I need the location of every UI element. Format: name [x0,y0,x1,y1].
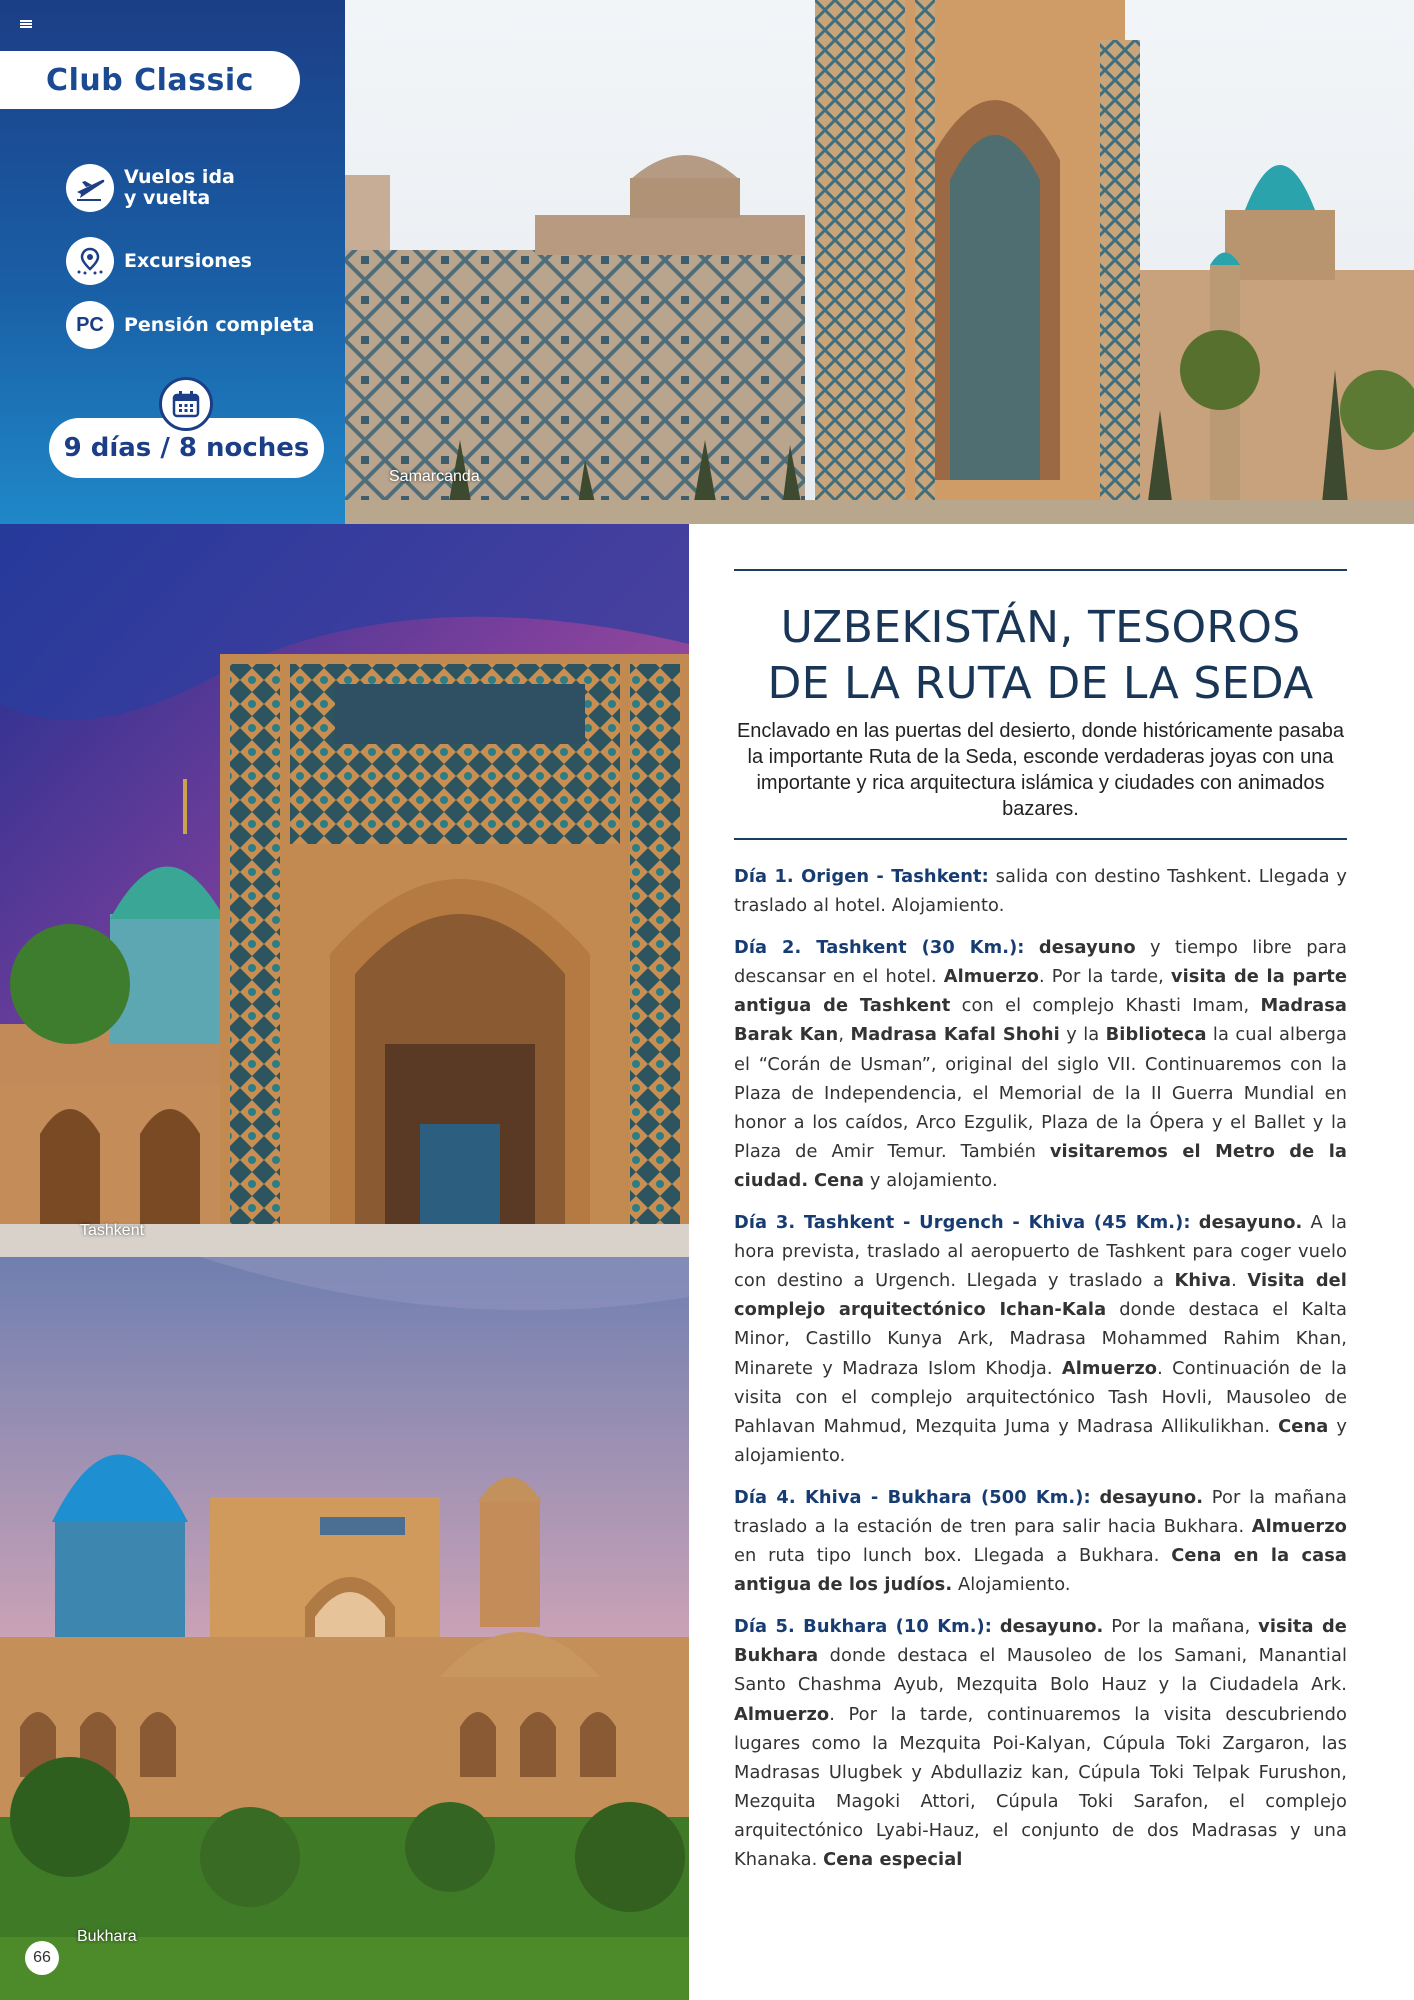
day-text: y alojamiento. [734,1415,1347,1466]
day-highlight: Cena especial [823,1849,963,1870]
day-highlight: visita de Bukhara [734,1616,1347,1667]
menu-icon[interactable] [20,20,32,28]
day-heading: Día 3. Tashkent - Urgench - Khiva (45 Km.): [734,1212,1191,1234]
photo-tashkent [0,524,689,1257]
day-text [1025,937,1039,958]
day-heading: Día 5. Bukhara (10 Km.): [734,1616,992,1638]
day-text: . Por la tarde, continuaremos la visita descubriendo lugares como la Mezquita Poi-Kalyan, Cúpula Toki Zargaron, las Madrasas Ulugbek y Abdullaziz kan, Cúpula Toki Telpak Furushon, Mezquita Magoki Attori, Cúpula Toki Sarafon, el complejo arquitectónico Lyabi-Hauz, el conjunto de dos Madrasas y una Khanaka. [734,1703,1347,1870]
photo-caption: Bukhara [77,1928,137,1945]
intro-paragraph: Enclavado en las puertas del desierto, donde históricamente pasaba la importante Ruta de la Seda, esconde verdaderas joyas con una importante y rica arquitectura islámica y ciudades con animados bazares. [736,720,1345,820]
offer-badge-panel [0,0,345,524]
day-text: donde destaca el Mausoleo de los Samani, Manantial Santo Chashma Ayub, Mezquita Bolo Hauz y la Ciudadela Ark. [734,1645,1347,1696]
club-classic-badge [0,51,300,109]
top-rule [734,569,1347,571]
brand-label: Club Classic [46,62,254,98]
day-text: en ruta tipo lunch box. Llegada a Bukhara. [734,1545,1172,1567]
feature-label: Excursiones [124,249,252,272]
itinerary-day [734,1612,1347,1874]
day-text: , [838,1024,851,1046]
title-line: UZBEKISTÁN, TESOROS [780,602,1301,653]
day-text: salida con destino Tashkent. Llegada y traslado al hotel. Alojamiento. [734,866,1347,917]
day-highlight: Almuerzo [943,966,1039,988]
day-highlight: Madrasa Kafal Shohi [850,1024,1060,1046]
page-title [734,600,1347,712]
day-highlight: Almuerzo [1061,1357,1158,1379]
day-highlight: Khiva [1174,1270,1232,1292]
airplane-icon [66,164,114,212]
photo-samarcanda [345,0,1414,524]
day-highlight: Madrasa Barak Kan [734,995,1347,1046]
day-highlight: desayuno. [1198,1212,1303,1234]
itinerary-day [734,862,1347,920]
day-heading: Día 4. Khiva - Bukhara (500 Km.): [734,1486,1091,1508]
feature-full-board [66,301,314,349]
intro-rule [734,838,1347,840]
day-text: y tiempo libre para descansar en el hotel. [734,937,1347,988]
day-highlight: Cena [1278,1415,1329,1437]
day-highlight: Cena en la casa antigua de los judíos. [734,1545,1347,1596]
pc-icon: PC [66,301,114,349]
feature-label: Vuelos ida y vuelta [124,166,235,209]
feature-excursions [66,237,252,285]
day-highlight: Almuerzo [734,1703,830,1725]
itinerary-day [734,1208,1347,1470]
photo-caption: Samarcanda [389,468,480,485]
day-text [992,1616,1000,1637]
day-text [1191,1212,1199,1233]
itinerary-day [734,1483,1347,1599]
location-pin-icon [66,237,114,285]
day-text: . [1231,1270,1248,1292]
day-highlight: Cena [813,1169,865,1191]
photo-caption: Tashkent [80,1222,145,1239]
day-highlight: desayuno. [1099,1486,1204,1508]
day-highlight: desayuno. [999,1616,1104,1638]
photo-bukhara [0,1257,689,2000]
itinerary [734,862,1347,1887]
feature-label: Pensión completa [124,313,315,336]
feature-flights [66,164,235,212]
page-number: 66 [25,1941,59,1975]
day-highlight: Visita del complejo arquitectónico Ichan-Kala [734,1270,1348,1321]
day-highlight: Almuerzo [1251,1515,1347,1537]
day-text: A la hora prevista, traslado al aeropuerto de Tashkent para coger vuelo con destino a Urgench. Llegada y traslado a [734,1212,1347,1292]
itinerary-day [734,933,1347,1195]
duration-label: 9 días / 8 noches [63,433,310,463]
day-text: y la [1059,1024,1106,1046]
day-text: Por la mañana, [1103,1616,1259,1638]
calendar-icon [159,377,213,431]
day-text: donde destaca el Kalta Minor, Castillo Kunya Ark, Madrasa Mohammed Rahim Khan, Minarete y Madraza Islom Khodja. [734,1299,1347,1379]
day-text: y alojamiento. [864,1169,998,1191]
day-highlight: visita de la parte antigua de Tashkent [734,966,1347,1017]
day-text: Alojamiento. [952,1574,1071,1596]
day-highlight: Biblioteca [1105,1024,1207,1046]
day-text: la cual alberga el “Corán de Usman”, original del siglo VII. Continuaremos con la Plaza de Independencia, el Memorial de la II Guerra Mundial en honor a los caídos, Arco Ezgulik, Plaza de la Ópera y el Ballet y la Plaza de Amir Temur. También [734,1024,1347,1162]
day-heading: Día 1. Origen - Tashkent: [734,866,989,887]
title-line: DE LA RUTA DE LA SEDA [767,658,1314,709]
day-highlight: desayuno [1038,937,1136,959]
day-heading: Día 2. Tashkent (30 Km.): [734,937,1025,959]
day-highlight: visitaremos el Metro de la ciudad. [734,1140,1347,1191]
day-text: con el complejo Khasti Imam, [950,995,1261,1017]
day-text: . Por la tarde, [1039,966,1171,988]
day-text: Por la mañana traslado a la estación de tren para salir hacia Bukhara. [734,1486,1347,1537]
day-text: . Continuación de la visita con el complejo arquitectónico Tash Hovli, Mausoleo de Pahlavan Mahmud, Mezquita Juma y Madrasa Allikulikhan. [734,1357,1347,1437]
